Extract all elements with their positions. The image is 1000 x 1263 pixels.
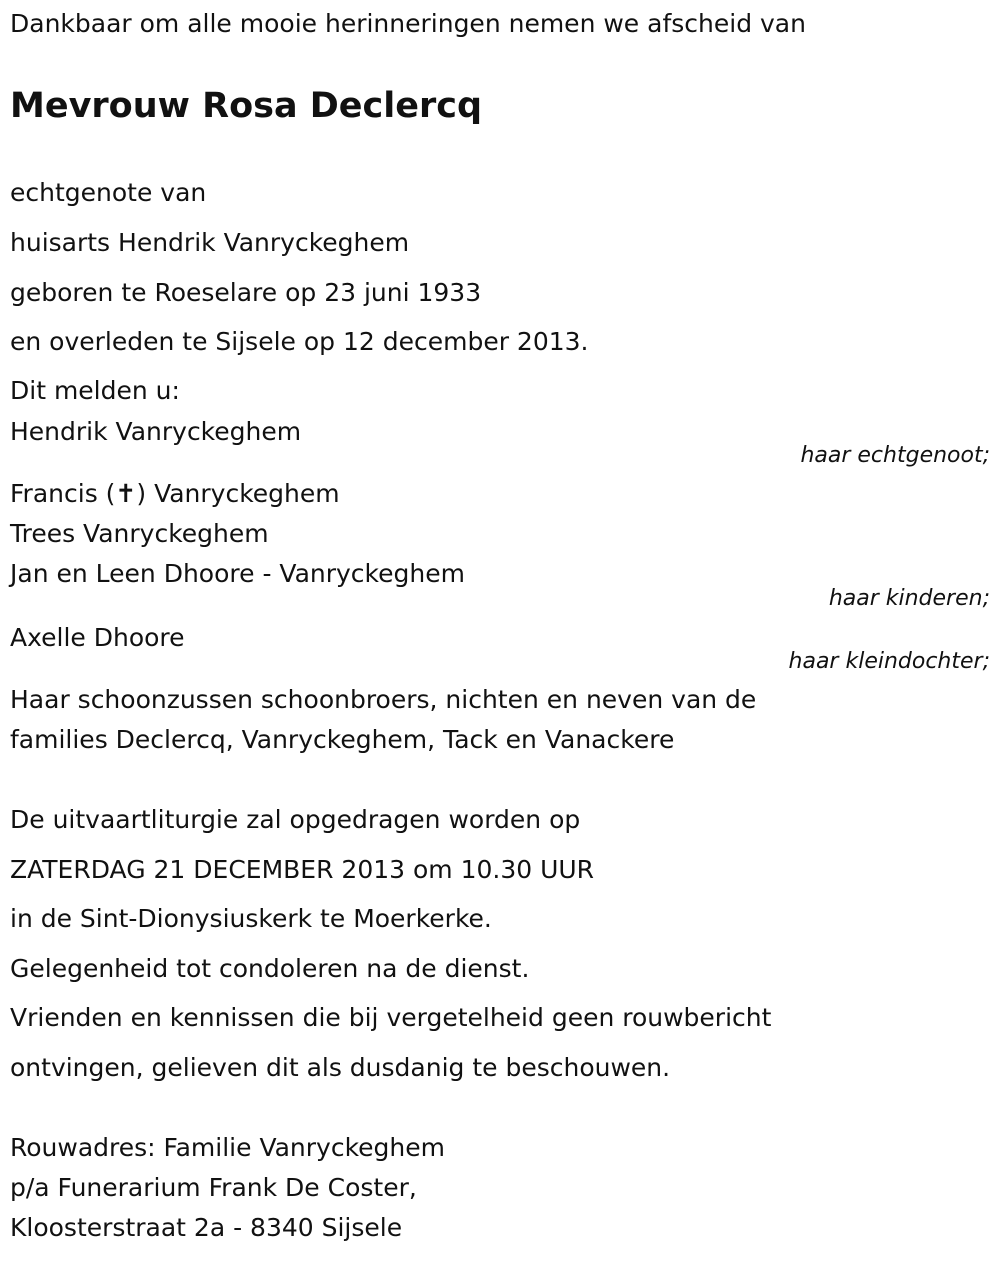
announcers-heading: Dit melden u:: [10, 376, 180, 405]
address-line: Rouwadres: Familie Vanryckeghem: [10, 1133, 446, 1162]
ceremony-date: ZATERDAG 21 DECEMBER 2013 om 10.30 UUR: [10, 855, 595, 884]
spouse-name: Hendrik Vanryckeghem: [10, 417, 302, 446]
detail-line: echtgenote van: [10, 178, 207, 207]
children-role: haar kinderen;: [828, 586, 990, 611]
family-line: families Declercq, Vanryckeghem, Tack en Vanackere: [10, 725, 675, 754]
granddaughter-role: haar kleindochter;: [788, 649, 990, 674]
ceremony-line: Gelegenheid tot condoleren na de dienst.: [10, 954, 530, 983]
intro-text: Dankbaar om alle mooie herinneringen nemen we afscheid van: [10, 9, 806, 38]
granddaughter-name: Axelle Dhoore: [10, 623, 185, 652]
detail-line: en overleden te Sijsele op 12 december 2013.: [10, 327, 589, 356]
deceased-name: Mevrouw Rosa Declercq: [10, 86, 483, 126]
spouse-role: haar echtgenoot;: [800, 443, 990, 468]
child-name: Francis (✝) Vanryckeghem: [10, 479, 340, 508]
ceremony-line: in de Sint-Dionysiuskerk te Moerkerke.: [10, 904, 492, 933]
ceremony-line: Vrienden en kennissen die bij vergetelheid geen rouwbericht: [10, 1003, 772, 1032]
detail-line: huisarts Hendrik Vanryckeghem: [10, 228, 410, 257]
detail-line: geboren te Roeselare op 23 juni 1933: [10, 278, 482, 307]
family-line: Haar schoonzussen schoonbroers, nichten en neven van de: [10, 685, 757, 714]
address-line: p/a Funerarium Frank De Coster,: [10, 1173, 417, 1202]
ceremony-line: De uitvaartliturgie zal opgedragen worden op: [10, 805, 581, 834]
ceremony-line: ontvingen, gelieven dit als dusdanig te beschouwen.: [10, 1053, 671, 1082]
child-name: Trees Vanryckeghem: [10, 519, 269, 548]
child-name: Jan en Leen Dhoore - Vanryckeghem: [10, 559, 465, 588]
address-line: Kloosterstraat 2a - 8340 Sijsele: [10, 1213, 403, 1242]
